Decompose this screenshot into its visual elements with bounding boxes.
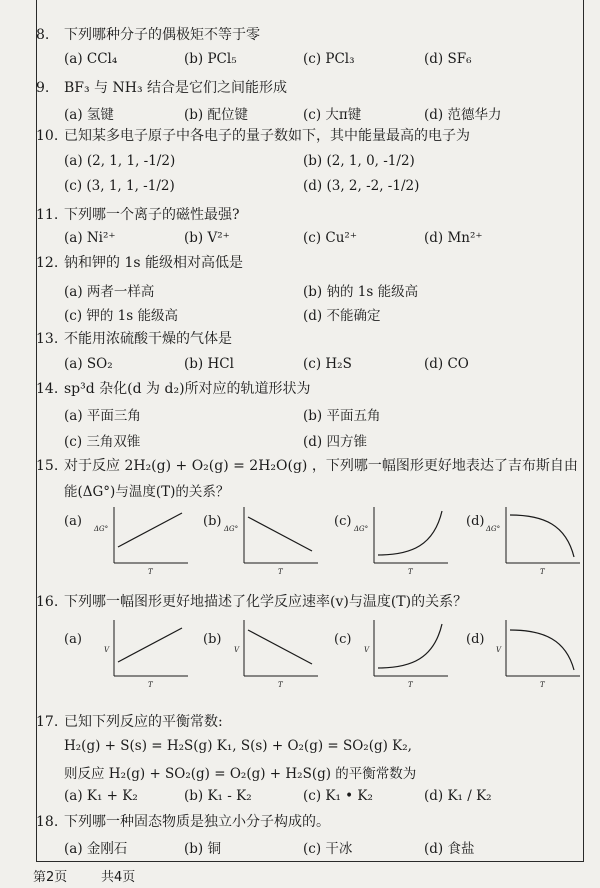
graph-16d (484, 618, 584, 690)
svg-text:ΔG°: ΔG° (486, 525, 501, 533)
svg-text:ΔG°: ΔG° (94, 525, 109, 533)
option-c[interactable]: (c) H₂S (303, 356, 352, 372)
svg-text:V: V (496, 646, 502, 654)
option-a[interactable]: (a) 平面三角 (64, 408, 141, 424)
question-10: 10. 已知某多电子原子中各电子的量子数如下，其中能量最高的电子为 (36, 128, 470, 144)
option-b[interactable]: (b) 钠的 1s 能级高 (303, 284, 419, 300)
question-text-continued: 能(ΔG°)与温度(T)的关系？ (64, 484, 230, 500)
option-b[interactable]: (b) PCl₅ (184, 51, 237, 67)
option-a[interactable]: (a) K₁ + K₂ (64, 788, 138, 804)
reaction-line: H₂(g) + S(s) = H₂S(g) K₁, S(s) + O₂(g) = SO₂(g) K₂, (64, 738, 412, 754)
svg-text:V: V (234, 646, 240, 654)
question-12: 12. 钠和钾的 1s 能级相对高低是 (36, 255, 243, 271)
question-text: 下列哪一种固态物质是独立小分子构成的。 (64, 814, 330, 830)
svg-text:T: T (148, 568, 153, 576)
svg-text:T: T (148, 681, 153, 689)
page-border-bottom (36, 861, 584, 862)
option-b[interactable]: (b) K₁ - K₂ (184, 788, 252, 804)
page-border-right (583, 0, 584, 862)
question-8: 8. 下列哪种分子的偶极矩不等于零 (36, 27, 260, 43)
option-c[interactable]: (c) (334, 632, 352, 647)
graph-15d (484, 505, 584, 577)
question-text: 对于反应 2H₂(g) + O₂(g) = 2H₂O(g) ，下列哪一幅图形更好地表达了吉布斯自由 (64, 458, 578, 474)
question-13: 13. 不能用浓硫酸干燥的气体是 (36, 331, 232, 347)
svg-text:T: T (408, 568, 413, 576)
option-a[interactable]: (a) CCl₄ (64, 51, 118, 67)
option-c[interactable]: (c) K₁ • K₂ (303, 788, 373, 804)
option-c[interactable]: (c) (334, 514, 352, 529)
question-text: BF₃ 与 NH₃ 结合是它们之间能形成 (64, 80, 288, 96)
svg-text:T: T (408, 681, 413, 689)
question-text: 已知某多电子原子中各电子的量子数如下，其中能量最高的电子为 (64, 128, 470, 144)
option-c[interactable]: (c) 三角双锥 (64, 434, 141, 450)
graph-16a (92, 618, 192, 690)
question-text: 下列哪一个离子的磁性最强? (64, 207, 240, 223)
option-c[interactable]: (c) Cu²⁺ (303, 230, 357, 246)
option-c[interactable]: (c) 大π键 (303, 107, 362, 123)
option-d[interactable]: (d) 食盐 (424, 841, 475, 857)
question-text: 不能用浓硫酸干燥的气体是 (64, 331, 232, 347)
question-text: 已知下列反应的平衡常数: (64, 714, 223, 730)
question-text-continued: 则反应 H₂(g) + SO₂(g) = O₂(g) + H₂S(g) 的平衡常数为 (64, 766, 417, 782)
svg-text:V: V (104, 646, 110, 654)
svg-text:T: T (540, 568, 545, 576)
graph-15c (352, 505, 452, 577)
option-d[interactable]: (d) 不能确定 (303, 308, 381, 324)
option-d[interactable]: (d) (466, 514, 485, 529)
option-a[interactable]: (a) (64, 632, 82, 647)
option-d[interactable]: (d) K₁ / K₂ (424, 788, 492, 804)
question-text: 下列哪一幅图形更好地描述了化学反应速率(v)与温度(T)的关系？ (64, 594, 468, 610)
svg-text:T: T (540, 681, 545, 689)
option-a[interactable]: (a) 氢键 (64, 107, 114, 123)
option-d[interactable]: (d) (3, 2, -2, -1/2) (303, 178, 420, 194)
option-d[interactable]: (d) 四方锥 (303, 434, 367, 450)
question-text: 钠和钾的 1s 能级相对高低是 (64, 255, 243, 271)
question-16: 16. 下列哪一幅图形更好地描述了化学反应速率(v)与温度(T)的关系？ (36, 594, 468, 610)
page-number: 第2页 (33, 870, 68, 885)
option-d[interactable]: (d) Mn²⁺ (424, 230, 483, 246)
svg-text:T: T (278, 681, 283, 689)
option-b[interactable]: (b) V²⁺ (184, 230, 230, 246)
question-11: 11. 下列哪一个离子的磁性最强? (36, 207, 240, 223)
option-d[interactable]: (d) CO (424, 356, 469, 372)
option-b[interactable]: (b) HCl (184, 356, 234, 372)
option-c[interactable]: (c) (3, 1, 1, -1/2) (64, 178, 175, 194)
option-a[interactable]: (a) (64, 514, 82, 529)
svg-text:ΔG°: ΔG° (224, 525, 239, 533)
option-a[interactable]: (a) 两者一样高 (64, 284, 155, 300)
total-pages: 共4页 (101, 870, 136, 885)
svg-text:T: T (278, 568, 283, 576)
svg-text:V: V (364, 646, 370, 654)
graph-15b (222, 505, 322, 577)
question-14: 14. sp³d 杂化(d 为 d₂)所对应的轨道形状为 (36, 381, 311, 397)
option-b[interactable]: (b) (203, 514, 222, 529)
option-d[interactable]: (d) 范德华力 (424, 107, 502, 123)
option-c[interactable]: (c) 钾的 1s 能级高 (64, 308, 178, 324)
option-a[interactable]: (a) (2, 1, 1, -1/2) (64, 153, 176, 169)
question-text: sp³d 杂化(d 为 d₂)所对应的轨道形状为 (64, 381, 311, 397)
graph-15a (92, 505, 192, 577)
graph-16c (352, 618, 452, 690)
question-9: 9. BF₃ 与 NH₃ 结合是它们之间能形成 (36, 80, 288, 96)
option-a[interactable]: (a) Ni²⁺ (64, 230, 116, 246)
option-b[interactable]: (b) (2, 1, 0, -1/2) (303, 153, 415, 169)
option-c[interactable]: (c) PCl₃ (303, 51, 355, 67)
option-b[interactable]: (b) 配位键 (184, 107, 248, 123)
svg-text:ΔG°: ΔG° (354, 525, 369, 533)
graph-16b (222, 618, 322, 690)
question-18: 18. 下列哪一种固态物质是独立小分子构成的。 (36, 814, 330, 830)
option-a[interactable]: (a) 金刚石 (64, 841, 128, 857)
option-b[interactable]: (b) 铜 (184, 841, 221, 857)
option-d[interactable]: (d) SF₆ (424, 51, 472, 67)
option-d[interactable]: (d) (466, 632, 485, 647)
option-a[interactable]: (a) SO₂ (64, 356, 113, 372)
option-b[interactable]: (b) 平面五角 (303, 408, 381, 424)
option-b[interactable]: (b) (203, 632, 222, 647)
option-c[interactable]: (c) 干冰 (303, 841, 353, 857)
question-text: 下列哪种分子的偶极矩不等于零 (64, 27, 260, 43)
question-17: 17. 已知下列反应的平衡常数: (36, 714, 223, 730)
question-15: 15. 对于反应 2H₂(g) + O₂(g) = 2H₂O(g) ，下列哪一幅图形更好地表达了吉布斯自由 (36, 458, 578, 474)
